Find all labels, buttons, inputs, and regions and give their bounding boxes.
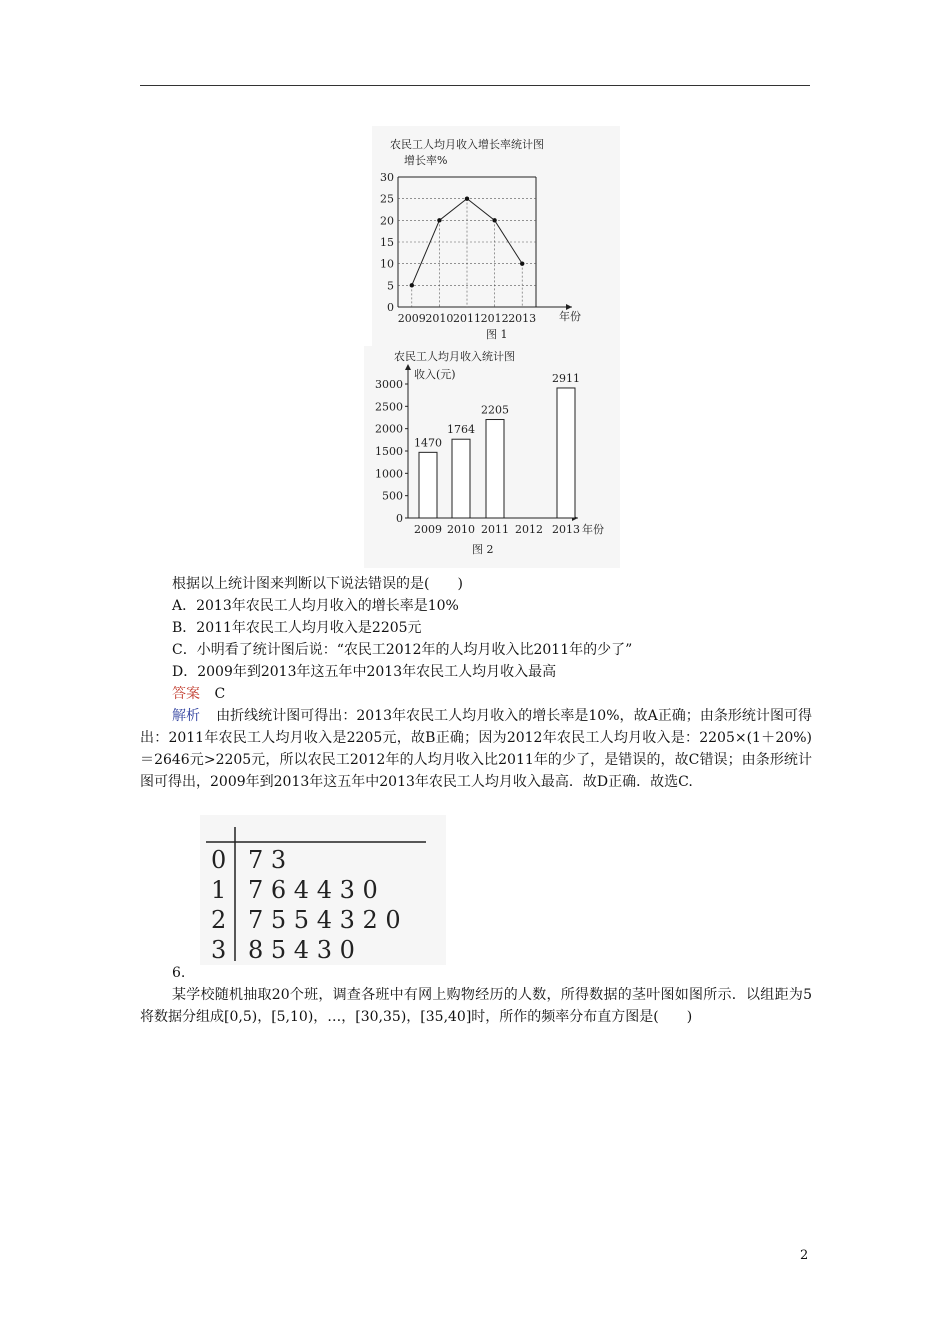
chart1-x-tick-label: 2013 — [508, 312, 537, 325]
chart1-title: 农民工人均月收入增长率统计图 — [390, 138, 544, 151]
analysis-label: 解析 — [172, 708, 201, 724]
chart2-y-tick-label: 2500 — [375, 400, 403, 414]
chart2-y-tick-label: 2000 — [375, 422, 403, 436]
chart2-xlabel: 年份 — [582, 523, 604, 536]
stem-1: 1 — [211, 876, 227, 904]
question5-stem: 根据以上统计图来判断以下说法错误的是( ) — [172, 576, 463, 592]
option-d: D．2009年到2013年这五年中2013年农民工人均月收入最高 — [172, 664, 557, 680]
chart2-y-tick-label: 1000 — [375, 467, 403, 481]
chart2-y-tick-label: 1500 — [375, 445, 403, 458]
option-c: C．小明看了统计图后说：“农民工2012年的人均月收入比2011年的少了” — [172, 642, 633, 658]
question6-number: 6. — [172, 965, 186, 981]
stem-3: 3 — [211, 936, 227, 964]
chart2-data-label: 1470 — [414, 436, 442, 450]
chart2-data-label: 1764 — [447, 423, 475, 437]
chart1-y-tick-label: 20 — [380, 214, 394, 228]
figure-2-panel — [364, 346, 620, 568]
chart1-point — [437, 218, 441, 222]
chart2-x-tick-label: 2011 — [481, 523, 509, 536]
chart2-bar — [419, 452, 437, 518]
chart1-x-tick-label: 2009 — [397, 312, 426, 325]
page-number: 2 — [800, 1248, 809, 1263]
option-a: A．2013年农民工人均月收入的增长率是10% — [172, 598, 459, 614]
chart1-point — [465, 196, 469, 200]
chart1-y-tick-label: 25 — [380, 192, 394, 206]
question6-text: 某学校随机抽取20个班，调查各班中有网上购物经历的人数，所得数据的茎叶图如图所示．以组距为5将数据分组成[0,5)，[5,10)，…，[30,35)，[35,40]时，所作的频率分布直方图是( ) — [140, 987, 812, 1025]
chart1-ylabel: 增长率% — [404, 154, 448, 167]
chart2-y-arrow — [405, 364, 411, 370]
chart1-y-tick-label: 5 — [387, 279, 394, 293]
income-bar-chart — [364, 346, 620, 568]
stem-leaf-panel — [200, 815, 446, 965]
answer-line — [172, 683, 225, 705]
leaves-3: 8 5 4 3 0 — [248, 936, 355, 964]
chart2-data-label: 2205 — [481, 403, 509, 417]
answer-label: 答案 — [172, 686, 200, 702]
chart2-title: 农民工人均月收入统计图 — [394, 350, 515, 363]
option-b: B．2011年农民工人均月收入是2205元 — [172, 620, 422, 636]
chart2-x-tick-label: 2010 — [447, 523, 475, 536]
chart1-caption: 图 1 — [486, 328, 508, 341]
chart1-x-tick-label: 2012 — [480, 312, 509, 325]
chart2-y-tick-label: 3000 — [375, 378, 403, 391]
leaves-2: 7 5 5 4 3 2 0 — [248, 906, 401, 934]
chart2-data-label: 2911 — [552, 371, 580, 385]
analysis-text: 由折线统计图可得出：2013年农民工人均月收入的增长率是10%，故A正确；由条形统计图可得出：2011年农民工人均月收入是2205元，故B正确；因为2012年农民工人均月收入是：2205×(1＋20%)＝2646元>2205元，所以农民工2012年的人均月收入比2011年的少了，是错误的，故C错误；由条形统计图可得出，2009年到2013年这五年中2013年农民工人均月收入最高．故D正确．故选C. — [140, 708, 813, 790]
stem-leaf-plot — [200, 815, 446, 965]
chart2-ylabel: 收入(元) — [414, 368, 456, 381]
leaves-1: 7 6 4 4 3 0 — [248, 876, 378, 904]
chart1-y-tick-label: 10 — [380, 257, 394, 271]
chart2-y-tick-label: 0 — [396, 512, 403, 525]
stem-2: 2 — [211, 906, 227, 934]
chart1-x-tick-label: 2010 — [425, 312, 454, 325]
chart2-x-tick-label: 2012 — [515, 523, 543, 536]
chart1-y-tick-label: 30 — [380, 171, 394, 184]
chart2-x-tick-label: 2013 — [552, 523, 580, 536]
figure-1-panel — [372, 126, 620, 346]
stem-0: 0 — [211, 846, 227, 874]
chart1-y-tick-label: 15 — [380, 236, 394, 249]
chart2-y-tick-label: 500 — [382, 489, 403, 503]
chart2-x-tick-label: 2009 — [414, 523, 442, 536]
chart2-caption: 图 2 — [472, 543, 494, 556]
chart1-point — [492, 218, 496, 222]
chart1-x-tick-label: 2011 — [453, 312, 481, 325]
chart1-xlabel: 年份 — [559, 310, 581, 323]
chart2-bar — [452, 439, 470, 518]
leaves-0: 7 3 — [248, 846, 287, 874]
header-rule — [140, 85, 810, 86]
chart1-y-tick-label: 0 — [387, 301, 394, 314]
chart1-point — [520, 261, 524, 265]
analysis-paragraph — [140, 705, 812, 793]
growth-rate-line-chart — [372, 126, 620, 346]
chart1-point — [410, 283, 414, 287]
chart2-bar — [486, 420, 504, 518]
answer-value: C — [214, 686, 226, 702]
chart2-bar — [557, 388, 575, 518]
